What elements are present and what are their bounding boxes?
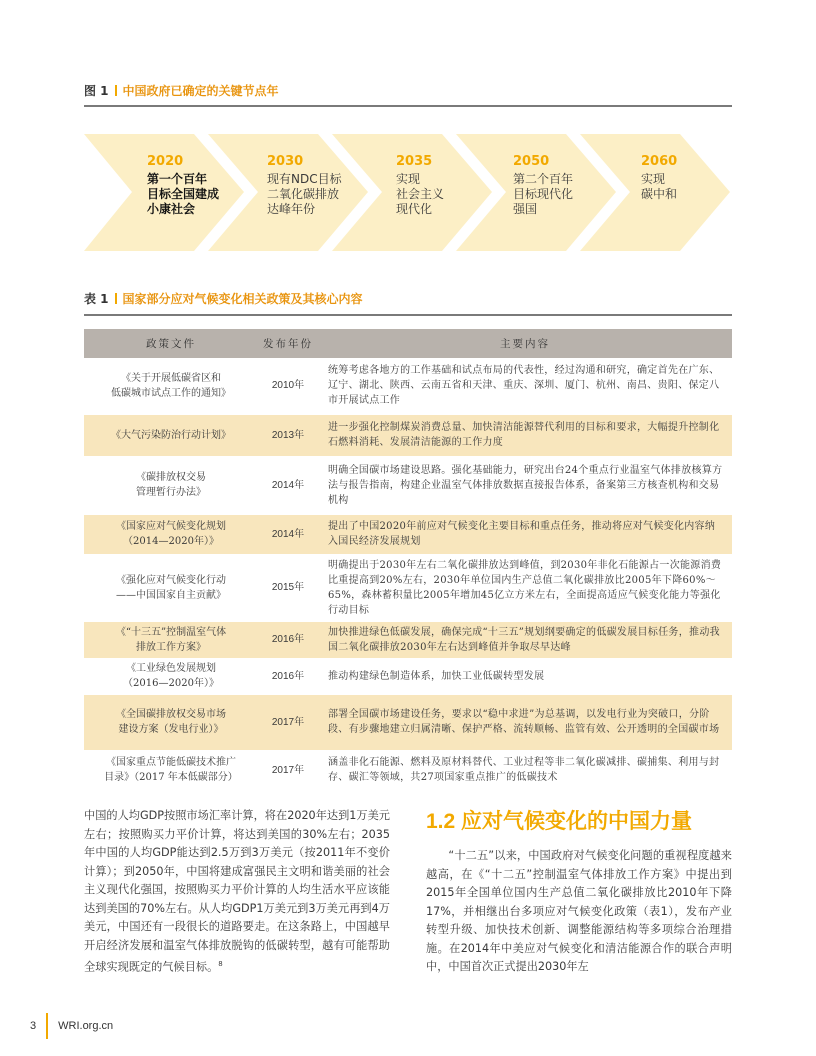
table-cell-content: 明确提出于2030年左右二氧化碳排放达到峰值，到2030年非化石能源占一次能源消费比重提高到20%左右，2030年单位国内生产总值二氧化碳排放比2005年下降60%～65%，森林蓄积量比2005年增加45亿立方米左右，全面提高适应气候变化能力等强化行动目标 (318, 554, 732, 621)
table-cell-doc: 《大气污染防治行动计划》 (84, 414, 258, 456)
table-cell-content: 加快推进绿色低碳发展，确保完成“十三五”规划纲要确定的低碳发展目标任务，推动我国二氧化碳排放2030年左右达到峰值并争取尽早达峰 (318, 621, 732, 658)
table-cell-content: 部署全国碳市场建设任务，要求以“稳中求进”为总基调，以发电行业为突破口，分阶段、有步骤地建立归属清晰、保护严格、流转顺畅、监管有效、公开透明的全国碳市场 (318, 694, 732, 750)
table-cell-doc: 《全国碳排放权交易市场 建设方案（发电行业）》 (84, 694, 258, 750)
page-footer (30, 1013, 113, 1039)
table-rule (84, 314, 732, 316)
table-cell-doc: 《工业绿色发展规划 （2016—2020年）》 (84, 658, 258, 694)
milestone-2050 (513, 154, 573, 217)
milestone-year: 2060 (641, 154, 678, 169)
footer-divider-bar (46, 1013, 48, 1039)
table-cell-content: 推动构建绿色制造体系，加快工业低碳转型发展 (318, 658, 732, 694)
column-header-content: 主要内容 (318, 329, 732, 358)
table-cell-content: 提出了中国2020年前应对气候变化主要目标和重点任务，推动将应对气候变化内容纳入国民经济发展规划 (318, 514, 732, 554)
milestone-year: 2020 (147, 154, 184, 169)
table-label: 表 1 (84, 292, 109, 306)
milestone-year: 2030 (267, 154, 304, 169)
milestone-2030 (267, 154, 342, 217)
table-cell-doc: 《国家应对气候变化规划 （2014—2020年）》 (84, 514, 258, 554)
table-row (84, 658, 732, 694)
table-divider-bar (115, 293, 117, 304)
table-cell-year: 2017年 (258, 750, 318, 790)
milestone-2060 (641, 154, 677, 202)
table-row (84, 514, 732, 554)
table-cell-year: 2017年 (258, 694, 318, 750)
table-row (84, 414, 732, 456)
table-row (84, 621, 732, 658)
milestone-timeline (84, 134, 732, 251)
milestone-2020 (147, 154, 219, 217)
table-cell-doc: 《碳排放权交易 管理暂行办法》 (84, 456, 258, 514)
table-cell-content: 进一步强化控制煤炭消费总量、加快清洁能源替代利用的目标和要求，大幅提升控制化石燃料消耗、发展清洁能源的工作力度 (318, 414, 732, 456)
table-row (84, 554, 732, 621)
table-cell-doc: 《“十三五”控制温室气体 排放工作方案》 (84, 621, 258, 658)
table-row (84, 456, 732, 514)
table-title: 国家部分应对气候变化相关政策及其核心内容 (122, 292, 363, 306)
table-cell-year: 2015年 (258, 554, 318, 621)
page-number: 3 (30, 1020, 37, 1032)
milestone-year: 2050 (513, 154, 550, 169)
milestone-text: 第一个百年 目标全国建成 小康社会 (147, 172, 220, 216)
milestone-text: 实现 碳中和 (641, 172, 678, 201)
policy-table (84, 329, 732, 791)
figure-rule (84, 105, 732, 107)
footnote-mark: 8 (218, 960, 223, 968)
table-cell-content: 涵盖非化石能源、燃料及原材料替代、工业过程等非二氧化碳减排、碳捕集、利用与封存、碳汇等领域，共27项国家重点推广的低碳技术 (318, 750, 732, 790)
table-cell-content: 明确全国碳市场建设思路。强化基础能力，研究出台24个重点行业温室气体排放核算方法与报告指南，构建企业温室气体排放数据直接报告体系，备案第三方核查机构和交易机构 (318, 456, 732, 514)
table-cell-year: 2016年 (258, 621, 318, 658)
section-title: 1.2 应对气候变化的中国力量 (426, 810, 693, 833)
table-cell-doc: 《强化应对气候变化行动 ——中国国家自主贡献》 (84, 554, 258, 621)
table-header-row (84, 329, 732, 358)
table-cell-year: 2013年 (258, 414, 318, 456)
table-cell-doc: 《国家重点节能低碳技术推广 目录》（2017 年本低碳部分） (84, 750, 258, 790)
milestone-year: 2035 (396, 154, 433, 169)
milestone-2035 (396, 154, 444, 217)
figure-label: 图 1 (84, 84, 109, 98)
table-cell-year: 2014年 (258, 456, 318, 514)
milestone-text: 第二个百年 目标现代化 强国 (513, 172, 574, 216)
table-cell-year: 2010年 (258, 358, 318, 414)
table-cell-doc: 《关于开展低碳省区和 低碳城市试点工作的通知》 (84, 358, 258, 414)
left-paragraph (84, 807, 390, 977)
section-paragraph: “十二五”以来，中国政府对气候变化问题的重视程度越来越高，在《“十二五”控制温室气体排放工作方案》中提出到2015年全国单位国内生产总值二氧化碳排放比2010年下降17%，并相继出台多项应对气候变化政策（表1），发布产业转型升级、加快技术创新、调整能源结构等多项综合治理措施。在2014年中美应对气候变化和清洁能源合作的联合声明中，中国首次正式提出2030年左 (426, 849, 732, 973)
column-header-doc: 政策文件 (84, 329, 258, 358)
left-paragraph-text: 中国的人均GDP按照市场汇率计算，将在2020年达到1万美元左右；按照购买力平价计算，将达到美国的30%左右；2035年中国的人均GDP能达到2.5万到3万美元（按2011年不变价计算）；到2050年，中国将建成富强民主文明和谐美丽的社会主义现代化强国，按照购买力平价计算的人均生活水平应该能达到美国的70%左右。从人均GDP1万美元到3万美元再到4万美元，中国还有一段很长的道路要走。在这条路上，中国越早开启经济发展和温室气体排放脱钩的低碳转型，越有可能帮助全球实现既定的气候目标。 (84, 809, 390, 974)
figure-header (84, 82, 279, 99)
table-header (84, 290, 363, 307)
milestone-text: 现有NDC目标 二氧化碳排放 达峰年份 (267, 172, 342, 216)
figure-divider-bar (115, 85, 117, 96)
milestone-text: 实现 社会主义 现代化 (396, 172, 445, 216)
table-cell-year: 2014年 (258, 514, 318, 554)
table-row (84, 750, 732, 790)
table-cell-year: 2016年 (258, 658, 318, 694)
figure-title: 中国政府已确定的关键节点年 (122, 84, 279, 98)
table-row (84, 358, 732, 414)
footer-site-link[interactable]: WRI.org.cn (58, 1020, 114, 1032)
table-cell-content: 统筹考虑各地方的工作基础和试点布局的代表性，经过沟通和研究，确定首先在广东、辽宁、湖北、陕西、云南五省和天津、重庆、深圳、厦门、杭州、南昌、贵阳、保定八市开展试点工作 (318, 358, 732, 414)
table-row (84, 694, 732, 750)
column-header-year: 发布年份 (258, 329, 318, 358)
